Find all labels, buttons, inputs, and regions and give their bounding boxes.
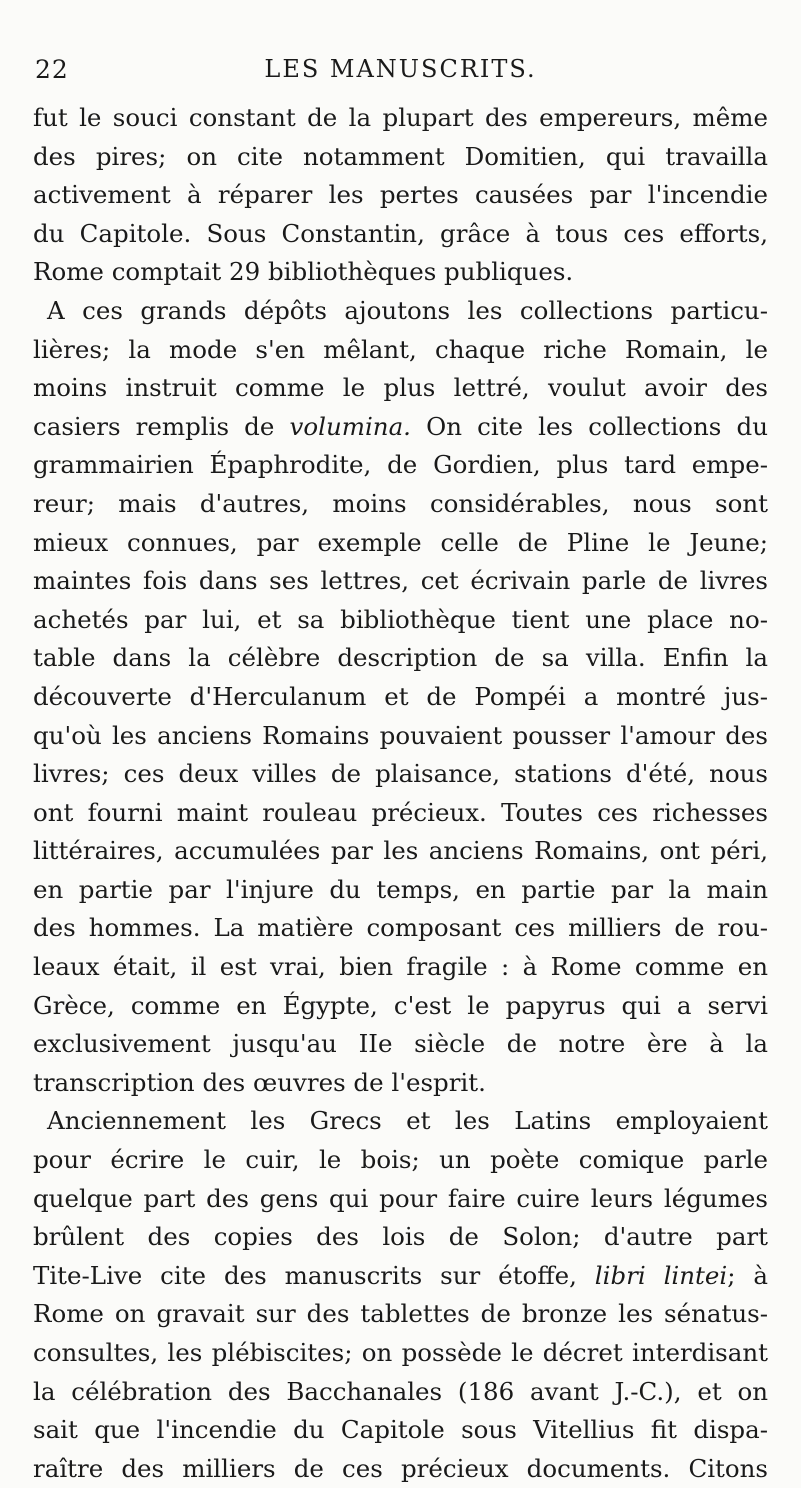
text-segment: On cite les collections du: [410, 411, 768, 441]
text-line: table dans la célèbre description de sa villa. Enfin la: [33, 643, 768, 673]
text-line: [33, 408, 768, 447]
text-segment: casiers remplis de: [33, 411, 290, 441]
text-line: ont fourni maint rouleau précieux. Toutes ces richesses: [33, 797, 768, 827]
text-line: livres; ces deux villes de plaisance, stations d'été, nous: [33, 759, 768, 789]
italic-term: volumina.: [289, 411, 411, 441]
running-title: LES MANUSCRITS.: [264, 55, 537, 83]
text-line: des hommes. La matière composant ces milliers de rou-: [33, 913, 768, 943]
text-line: maintes fois dans ses lettres, cet écrivain parle de livres: [33, 566, 768, 596]
text-line: des pires; on cite notamment Domitien, qui travailla: [33, 141, 768, 171]
text-line: Grèce, comme en Égypte, c'est le papyrus qui a servi: [33, 990, 768, 1020]
page-number: 22: [35, 55, 69, 84]
text-line: exclusivement jusqu'au IIe siècle de notre ère à la: [33, 1029, 768, 1059]
paragraph-start-line: Anciennement les Grecs et les Latins employaient: [47, 1106, 768, 1136]
text-line: activement à réparer les pertes causées par l'incendie: [33, 180, 768, 210]
text-line: pour écrire le cuir, le bois; un poète comique parle: [33, 1145, 768, 1175]
text-line: quelque part des gens qui pour faire cuire leurs légumes: [33, 1183, 768, 1213]
text-line: reur; mais d'autres, moins considérables, nous sont: [33, 488, 768, 518]
text-segment: ; à: [727, 1260, 768, 1290]
text-line: lières; la mode s'en mêlant, chaque riche Romain, le: [33, 334, 768, 364]
paragraph-end-line: Rome comptait 29 bibliothèques publiques.: [33, 257, 574, 287]
text-line: leaux était, il est vrai, bien fragile : à Rome comme en: [33, 952, 768, 982]
text-segment: Tite-Live cite des manuscrits sur étoffe,: [33, 1260, 595, 1290]
text-line: mieux connues, par exemple celle de Pline le Jeune;: [33, 527, 768, 557]
italic-term: libri lintei: [594, 1260, 728, 1290]
text-line: en partie par l'injure du temps, en partie par la main: [33, 874, 768, 904]
text-line: Rome on gravait sur des tablettes de bronze les sénatus-: [33, 1299, 768, 1329]
text-line: achetés par lui, et sa bibliothèque tient une place no-: [33, 604, 768, 634]
text-line: raître des milliers de ces précieux documents. Citons: [33, 1453, 768, 1483]
text-line: découverte d'Herculanum et de Pompéi a montré jus-: [33, 681, 768, 711]
text-line: moins instruit comme le plus lettré, voulut avoir des: [33, 373, 768, 403]
text-line: littéraires, accumulées par les anciens Romains, ont péri,: [33, 836, 768, 866]
text-line: du Capitole. Sous Constantin, grâce à tous ces efforts,: [33, 218, 768, 248]
text-line: qu'où les anciens Romains pouvaient pousser l'amour des: [33, 720, 768, 750]
text-line: [33, 1257, 768, 1296]
text-line: brûlent des copies des lois de Solon; d'autre part: [33, 1222, 768, 1252]
text-line: la célébration des Bacchanales (186 avant J.-C.), et on: [33, 1376, 768, 1406]
body-text: [33, 99, 768, 1488]
text-line: sait que l'incendie du Capitole sous Vitellius fit dispa-: [33, 1415, 768, 1445]
paragraph-start-line: A ces grands dépôts ajoutons les collections particu-: [47, 295, 768, 325]
paragraph-end-line: transcription des œuvres de l'esprit.: [33, 1067, 486, 1097]
text-line: grammairien Épaphrodite, de Gordien, plus tard empe-: [33, 450, 768, 480]
text-line: consultes, les plébiscites; on possède le décret interdisant: [33, 1338, 768, 1367]
text-line: fut le souci constant de la plupart des empereurs, même: [33, 103, 768, 132]
